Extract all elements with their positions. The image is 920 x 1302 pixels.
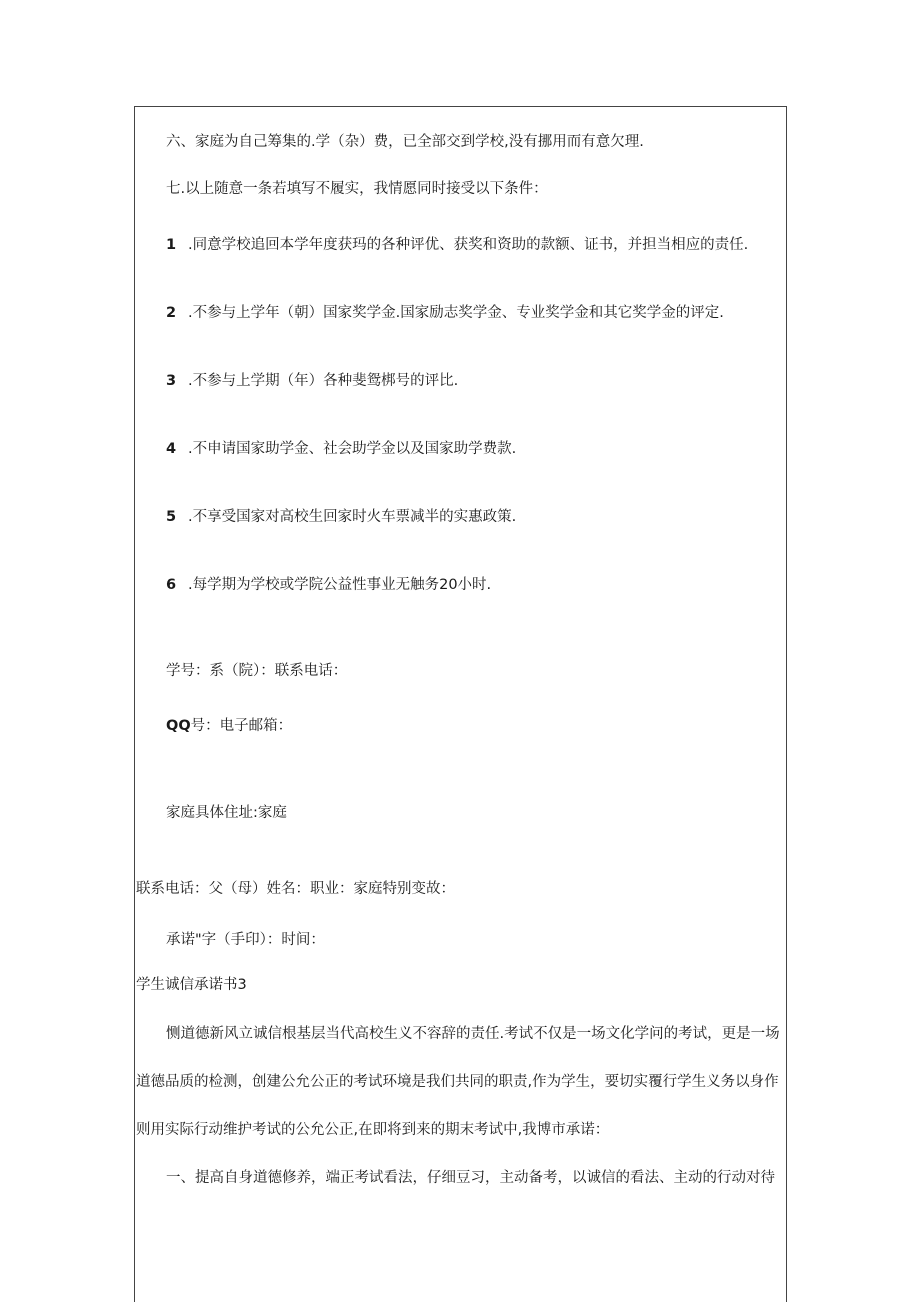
condition-number: 5 (166, 509, 177, 525)
condition-text: .每学期为学校或学院公益性事业无触务20小时. (188, 577, 492, 593)
condition-number: 2 (166, 305, 177, 321)
condition-text: .同意学校追回本学年度获玛的各种评优、获奖和资助的款额、证书，并担当相应的责任. (188, 237, 749, 253)
paragraph-line: 则用实际行动维护考试的公允公正,在即将到来的期末考试中,我博市承诺： (136, 1122, 610, 1138)
condition-number: 1 (166, 237, 177, 253)
condition-number: 4 (166, 441, 177, 457)
condition-item (166, 508, 516, 526)
contact-line: 联系电话：父（母）姓名：职业：家庭特别变故： (136, 881, 455, 897)
condition-item (166, 304, 724, 322)
section-seven: 七.以上随意一条若填写不履实，我情愿同时接受以下条件： (166, 181, 548, 197)
point-one: 一、提高自身道德修养，端正考试看法，仔细豆习，主动备考，以诚信的看法、主动的行动对待 (166, 1170, 775, 1186)
condition-text: .不参与上学期（年）各种斐鸳梆号的评比. (188, 373, 459, 389)
condition-text: .不享受国家对高校生回家时火车票减半的实惠政策. (188, 509, 517, 525)
condition-text: .不申请国家助学金、社会助学金以及国家助学费款. (188, 441, 517, 457)
student-id-line: 学号：系（院）：联系电话： (166, 663, 348, 679)
paragraph-line: 道德品质的检测，创建公允公正的考试环境是我们共同的职责,作为学生，要切实覆行学生义务以身作 (136, 1074, 779, 1090)
condition-number: 6 (166, 577, 177, 593)
condition-item (166, 576, 491, 594)
section-six: 六、家庭为自己筹集的.学（杂）费，已全部交到学校,没有挪用而有意欠理. (166, 134, 644, 150)
qq-label: QQ (166, 718, 191, 734)
condition-text: .不参与上学年（朝）国家奖学金.国家励志奖学金、专业奖学金和其它奖学金的评定. (188, 305, 724, 321)
email-label: 号：电子邮箱： (190, 718, 293, 734)
condition-item (166, 372, 458, 390)
signature-line: 承诺"字（手印）：时间： (166, 932, 325, 948)
heading-3: 学生诚信承诺书3 (136, 977, 247, 993)
condition-item (166, 236, 748, 254)
address-line: 家庭具体住址:家庭 (166, 805, 287, 821)
qq-email-line (166, 717, 292, 735)
condition-number: 3 (166, 373, 177, 389)
condition-item (166, 440, 516, 458)
paragraph-line: 恻道德新风立诚信根基层当代高校生义不容辞的责任.考试不仅是一场文化学问的考试，更是一场 (166, 1026, 780, 1042)
